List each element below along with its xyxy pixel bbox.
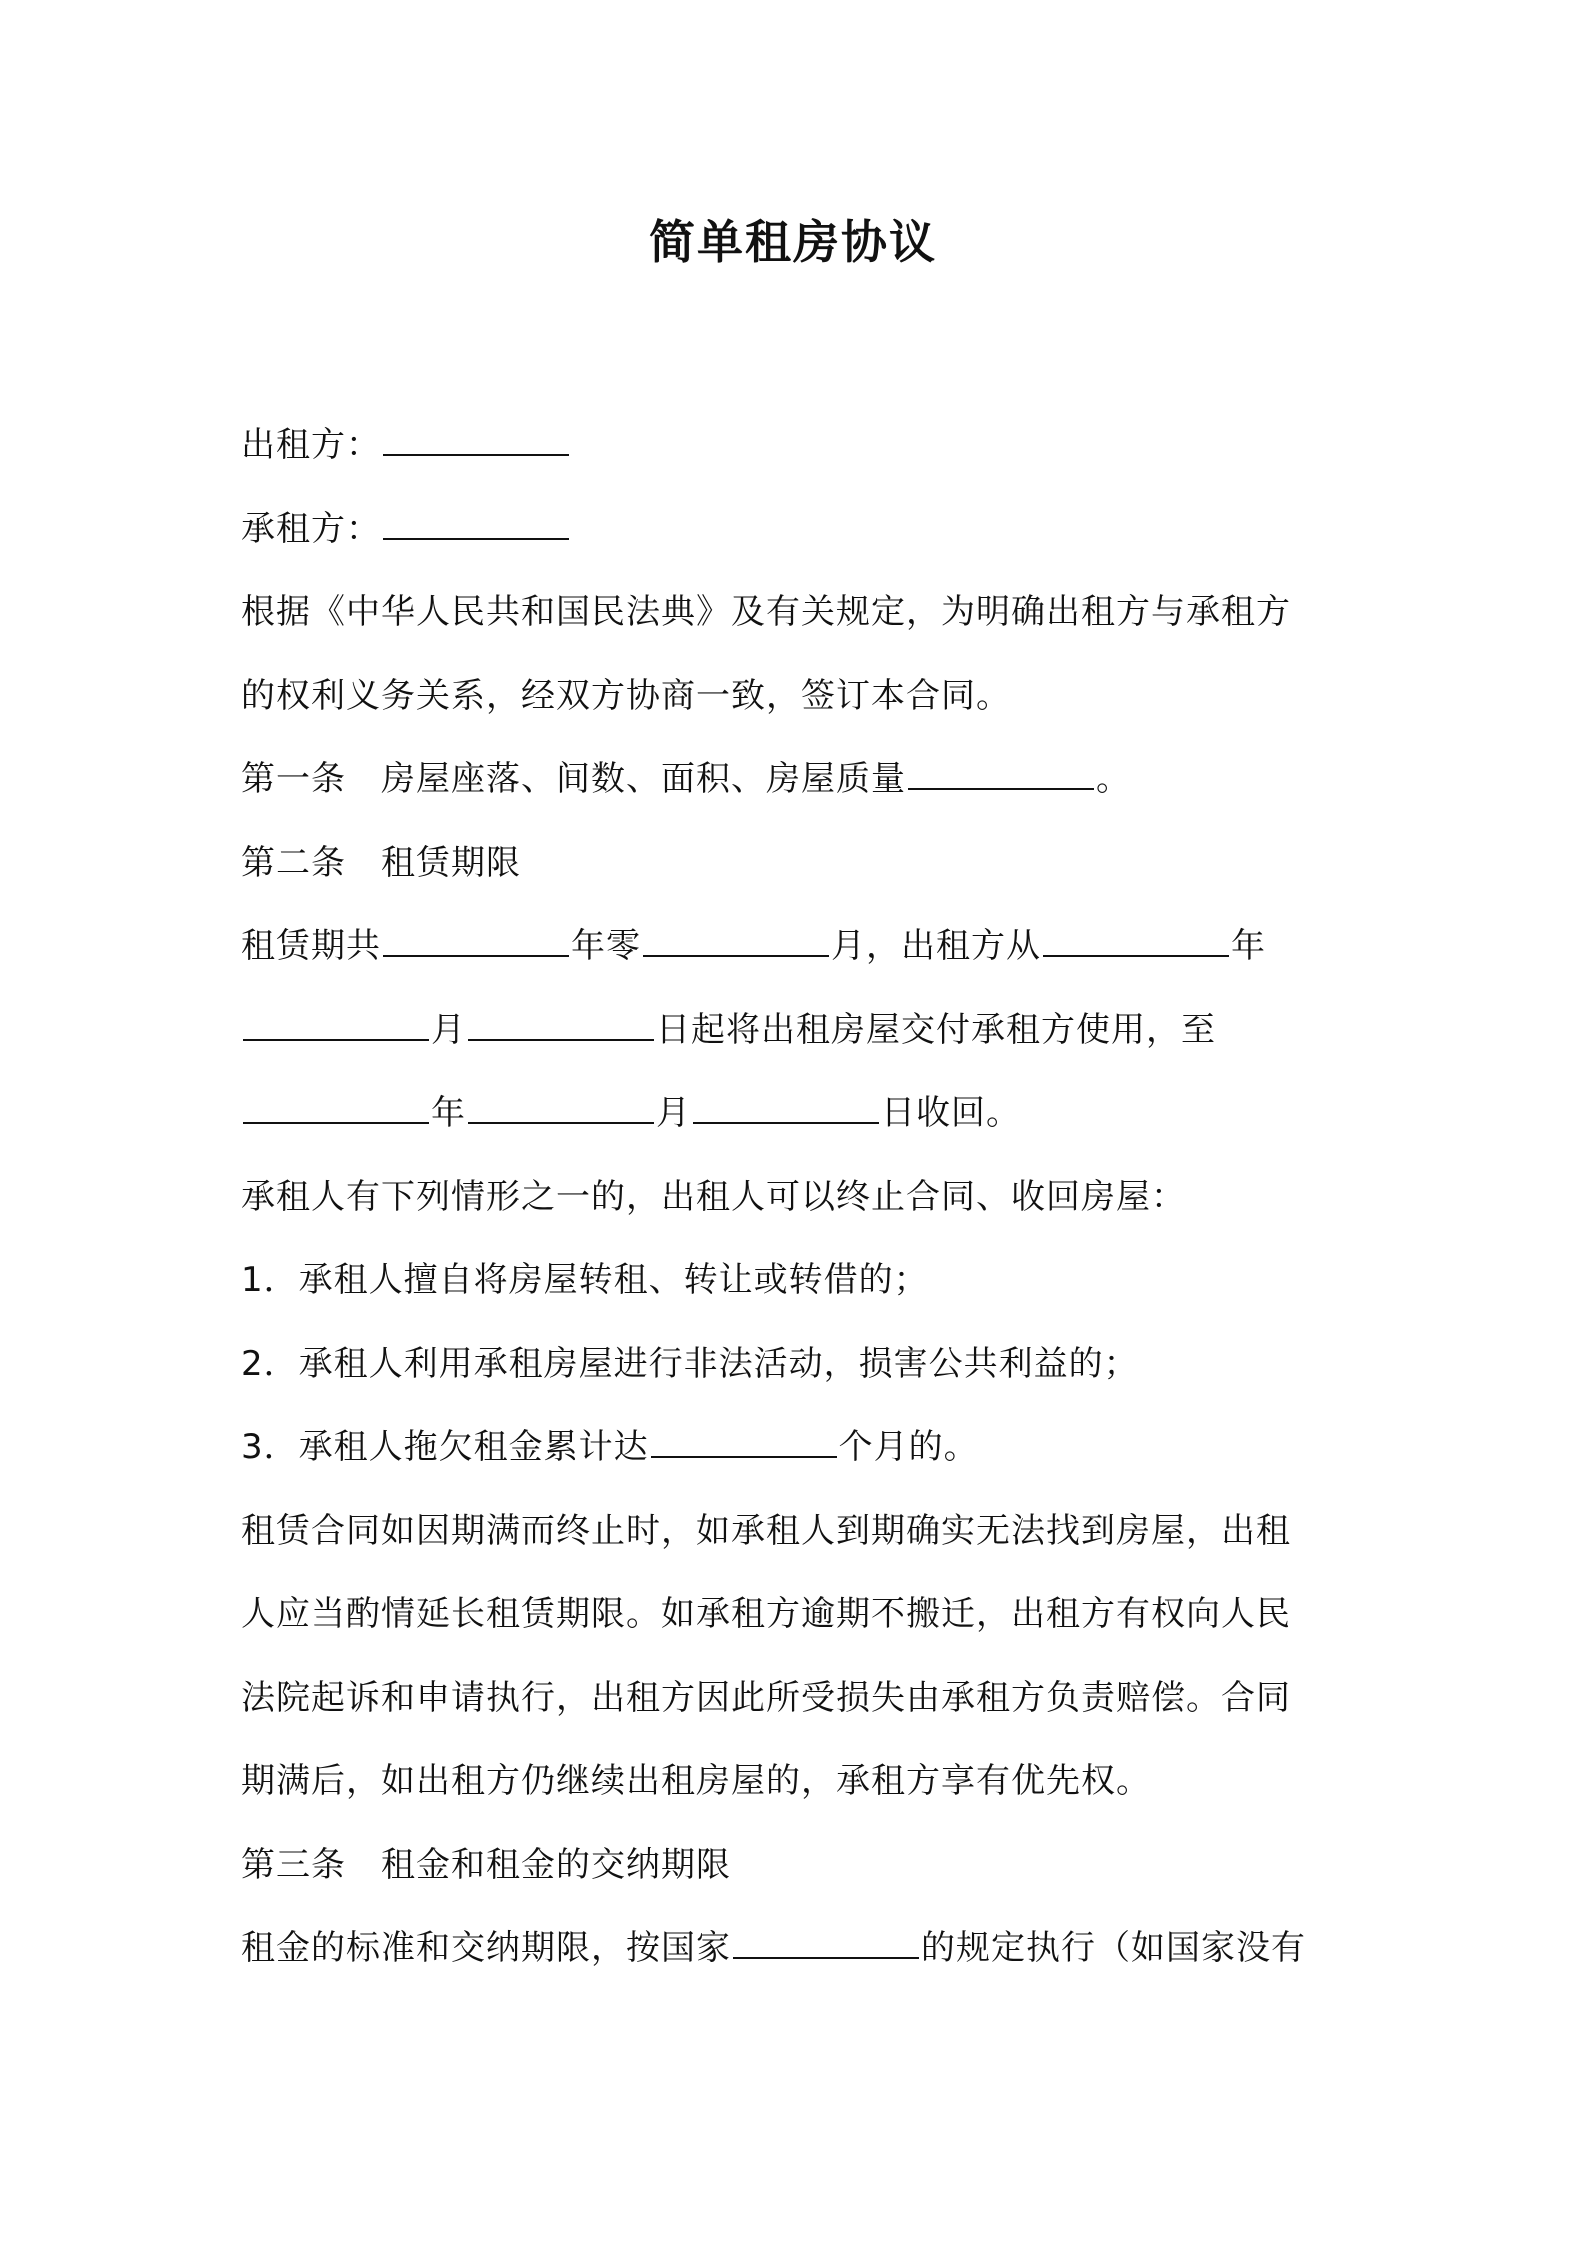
line-text: 的权利义务关系，经双方协商一致，签订本合同。 [241, 675, 1011, 716]
fill-in-blank [733, 1929, 919, 1959]
line-text: 第二条 租赁期限 [241, 842, 521, 883]
line-text: 人应当酌情延长租赁期限。如承租方逾期不搬迁，出租方有权向人民 [241, 1594, 1291, 1634]
line-text: 个月的。 [838, 1427, 979, 1467]
line-text: 承租人有下列情形之一的，出租人可以终止合同、收回房屋： [241, 1176, 1186, 1217]
line-text: 1．承租人擅自将房屋转租、转让或转借的； [241, 1260, 929, 1300]
line-text: 年零 [571, 926, 641, 966]
document-line [241, 1907, 1361, 1991]
line-text: 出租方： [241, 425, 381, 465]
fill-in-blank [468, 1094, 654, 1124]
document-line [241, 1239, 1361, 1323]
line-text: 日起将出租房屋交付承租方使用，至 [656, 1009, 1216, 1050]
line-text: 。 [1096, 759, 1131, 799]
fill-in-blank [643, 927, 829, 957]
line-text: 承租方： [241, 508, 381, 549]
line-text: 月 [431, 1009, 466, 1050]
document-line [241, 1490, 1361, 1574]
fill-in-blank [468, 1011, 654, 1041]
document-line [241, 1657, 1361, 1741]
document-line [241, 1573, 1361, 1657]
document-line [241, 1406, 1361, 1490]
document-line [241, 655, 1361, 739]
document-line [241, 738, 1361, 822]
line-text: 2．承租人利用承租房屋进行非法活动，损害公共利益的； [241, 1343, 1139, 1384]
line-text: 租金的标准和交纳期限，按国家 [241, 1928, 731, 1968]
line-text: 第三条 租金和租金的交纳期限 [241, 1844, 731, 1885]
line-text: 根据《中华人民共和国民法典》及有关规定，为明确出租方与承租方 [241, 592, 1291, 632]
fill-in-blank [383, 510, 569, 540]
fill-in-blank [693, 1094, 879, 1124]
document-line [241, 1156, 1361, 1240]
line-text: 租赁合同如因期满而终止时，如承租人到期确实无法找到房屋，出租 [241, 1510, 1291, 1551]
document-line [241, 822, 1361, 906]
document-line [241, 905, 1361, 989]
fill-in-blank [383, 927, 569, 957]
document-line [241, 1824, 1361, 1908]
line-text: 法院起诉和申请执行，出租方因此所受损失由承租方负责赔偿。合同 [241, 1677, 1291, 1718]
line-text: 月，出租方从 [831, 926, 1041, 966]
line-text: 期满后，如出租方仍继续出租房屋的，承租方享有优先权。 [241, 1761, 1151, 1801]
fill-in-blank [1043, 927, 1229, 957]
line-text: 3．承租人拖欠租金累计达 [241, 1427, 649, 1467]
line-text: 月 [656, 1093, 691, 1133]
fill-in-blank [908, 760, 1094, 790]
line-text: 的规定执行（如国家没有 [921, 1928, 1306, 1968]
document-line [241, 404, 1361, 488]
document-line [241, 488, 1361, 572]
document-line [241, 1072, 1361, 1156]
document-line [241, 989, 1361, 1073]
document-line [241, 1740, 1361, 1824]
line-text: 年 [1231, 926, 1266, 966]
document-line [241, 571, 1361, 655]
line-text: 日收回。 [881, 1093, 1021, 1133]
line-text: 租赁期共 [241, 926, 381, 966]
fill-in-blank [651, 1428, 837, 1458]
document-line [241, 1323, 1361, 1407]
document-body [241, 404, 1361, 1991]
document-title: 简单租房协议 [649, 215, 937, 269]
line-text: 年 [431, 1093, 466, 1133]
fill-in-blank [243, 1094, 429, 1124]
fill-in-blank [243, 1011, 429, 1041]
line-text: 第一条 房屋座落、间数、面积、房屋质量 [241, 759, 906, 799]
fill-in-blank [383, 426, 569, 456]
